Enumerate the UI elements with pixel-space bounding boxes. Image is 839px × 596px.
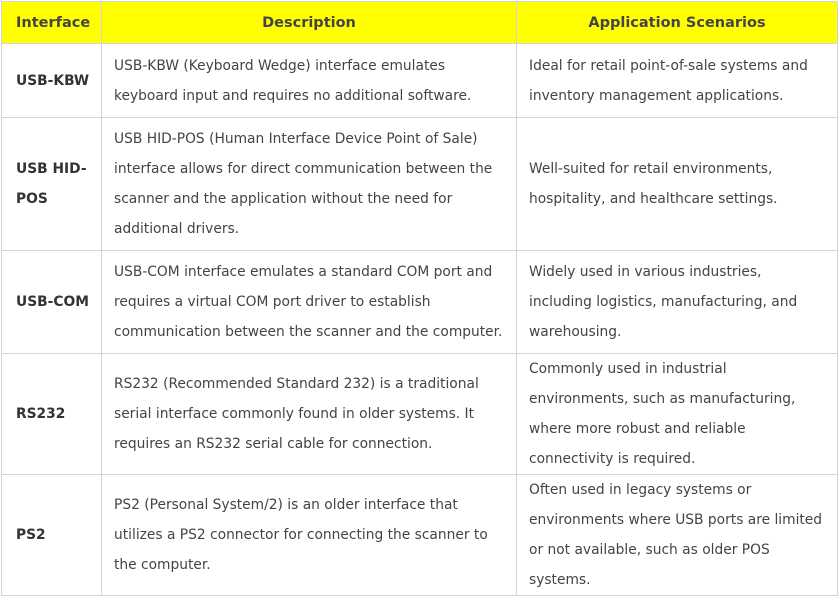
scenarios-cell: Often used in legacy systems or environments where USB ports are limited or not available, such as older POS systems.	[517, 475, 838, 596]
interface-cell: USB-COM	[2, 251, 102, 354]
table-header-row	[2, 2, 838, 44]
description-cell: USB-KBW (Keyboard Wedge) interface emulates keyboard input and requires no additional software.	[102, 44, 517, 118]
interface-comparison-table	[1, 1, 838, 596]
description-cell: RS232 (Recommended Standard 232) is a traditional serial interface commonly found in older systems. It requires an RS232 serial cable for connection.	[102, 354, 517, 475]
header-application-scenarios: Application Scenarios	[517, 2, 838, 44]
table-row	[2, 354, 838, 475]
table-row	[2, 118, 838, 251]
interface-cell: PS2	[2, 475, 102, 596]
interface-cell: RS232	[2, 354, 102, 475]
scenarios-cell: Well-suited for retail environments, hospitality, and healthcare settings.	[517, 118, 838, 251]
scenarios-cell: Widely used in various industries, including logistics, manufacturing, and warehousing.	[517, 251, 838, 354]
interface-cell: USB HID-POS	[2, 118, 102, 251]
interface-cell: USB-KBW	[2, 44, 102, 118]
header-description: Description	[102, 2, 517, 44]
table-row	[2, 251, 838, 354]
description-cell: PS2 (Personal System/2) is an older interface that utilizes a PS2 connector for connecting the scanner to the computer.	[102, 475, 517, 596]
table-row	[2, 44, 838, 118]
description-cell: USB HID-POS (Human Interface Device Point of Sale) interface allows for direct communication between the scanner and the application without the need for additional drivers.	[102, 118, 517, 251]
scenarios-cell: Ideal for retail point-of-sale systems and inventory management applications.	[517, 44, 838, 118]
scenarios-cell: Commonly used in industrial environments, such as manufacturing, where more robust and reliable connectivity is required.	[517, 354, 838, 475]
header-interface: Interface	[2, 2, 102, 44]
description-cell: USB-COM interface emulates a standard COM port and requires a virtual COM port driver to establish communication between the scanner and the computer.	[102, 251, 517, 354]
table-row	[2, 475, 838, 596]
